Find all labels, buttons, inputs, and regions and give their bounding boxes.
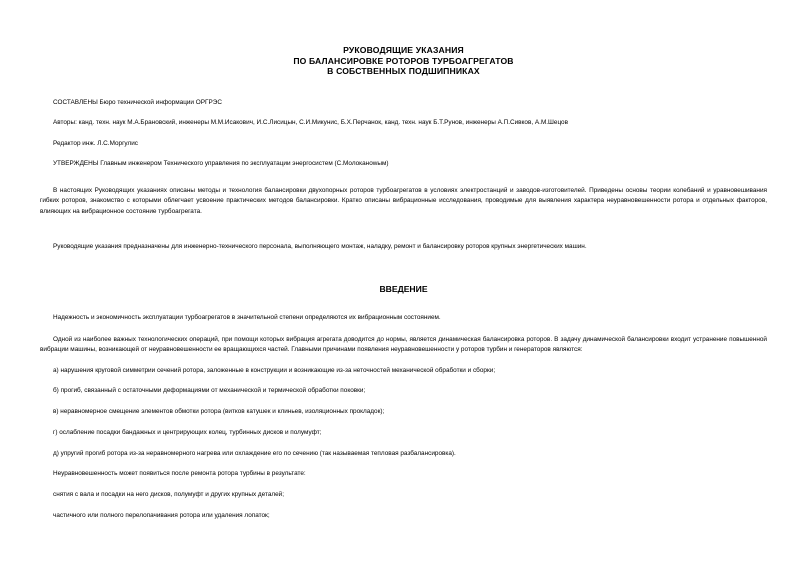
document-title-line-1: РУКОВОДЯЩИЕ УКАЗАНИЯ	[343, 45, 464, 55]
repair-item-2: частичного или полного перелопачивания ротора или удаления лопаток;	[53, 512, 270, 519]
cause-item-b: б) прогиб, связанный с остаточными деформациями от механической и термической обработки поковки;	[53, 387, 366, 394]
intro-paragraph-3: Неуравновешенность может появиться после ремонта ротора турбины в результате:	[53, 470, 306, 477]
cause-item-g: г) ослабление посадки бандажных и центрирующих колец, турбинных дисков и полумуфт;	[53, 429, 322, 436]
repair-item-1: снятия с вала и посадки на него дисков, полумуфт и других крупных деталей;	[53, 491, 285, 498]
cause-item-v: в) неравномерное смещение элементов обмотки ротора (витков катушек и клиньев, изоляционных прокладок);	[53, 408, 385, 415]
cause-item-a: а) нарушения круговой симметрии сечений ротора, заложенные в конструкции и возникающие из-за неточностей механической обработки и сборки;	[53, 367, 496, 374]
authors: Авторы: канд. техн. наук М.А.Брановский, инженеры М.М.Исакович, И.С.Лисицын, С.И.Микунис, Б.Х.Перчанок, канд. техн. наук Б.Т.Рунов, инженеры А.П.Сивков, А.М.Шецов	[53, 119, 569, 126]
intro-paragraph-2: Одной из наиболее важных технологических операций, при помощи которых вибрация агрегата доводится до нормы, является динамическая балансировка роторов. В задачу динамической балансировки входит устранение повышенной вибрации машины, возникающей от неуравновешенности ее вращающихся частей. Главными причинами появления неуравновешенности у роторов турбин и генераторов являются:	[40, 336, 767, 354]
abstract-paragraph-1: В настоящих Руководящих указаниях описаны методы и технология балансировки двухопорных роторов турбоагрегатов в условиях электростанций и заводов-изготовителей. Приведены основы теории колебаний и уравновешивания гибких роторов, знакомство с которыми облегчает усвоение практических методов балансировки. Кратко описаны вибрационные исследования, проводимые для выявления характера неуравновешенности ротора и отдельных факторов, влияющих на вибрационное состояние турбоагрегата.	[40, 187, 767, 215]
document-title-line-3: В СОБСТВЕННЫХ ПОДШИПНИКАХ	[327, 66, 480, 76]
editor: Редактор инж. Л.С.Моргулис	[53, 140, 138, 147]
abstract-paragraph-2: Руководящие указания предназначены для инженерно-технического персонала, выполняющего монтаж, наладку, ремонт и балансировку роторов крупных энергетических машин.	[53, 243, 587, 250]
cause-item-d: д) упругий прогиб ротора из-за неравномерного нагрева или охлаждение его по сечению (так называемая тепловая разбалансировка).	[53, 450, 456, 457]
intro-paragraph-1: Надежность и экономичность эксплуатации турбоагрегатов в значительной степени определяются их вибрационным состоянием.	[53, 314, 441, 321]
compiled-by: СОСТАВЛЕНЫ Бюро технической информации ОРГРЭС	[53, 99, 222, 106]
document-title-line-2: ПО БАЛАНСИРОВКЕ РОТОРОВ ТУРБОАГРЕГАТОВ	[293, 56, 514, 66]
section-heading-introduction: ВВЕДЕНИЕ	[379, 284, 428, 294]
approved-by: УТВЕРЖДЕНЫ Главным инженером Технического управления по эксплуатации энергосистем (С.Молоканowым)	[53, 160, 389, 167]
